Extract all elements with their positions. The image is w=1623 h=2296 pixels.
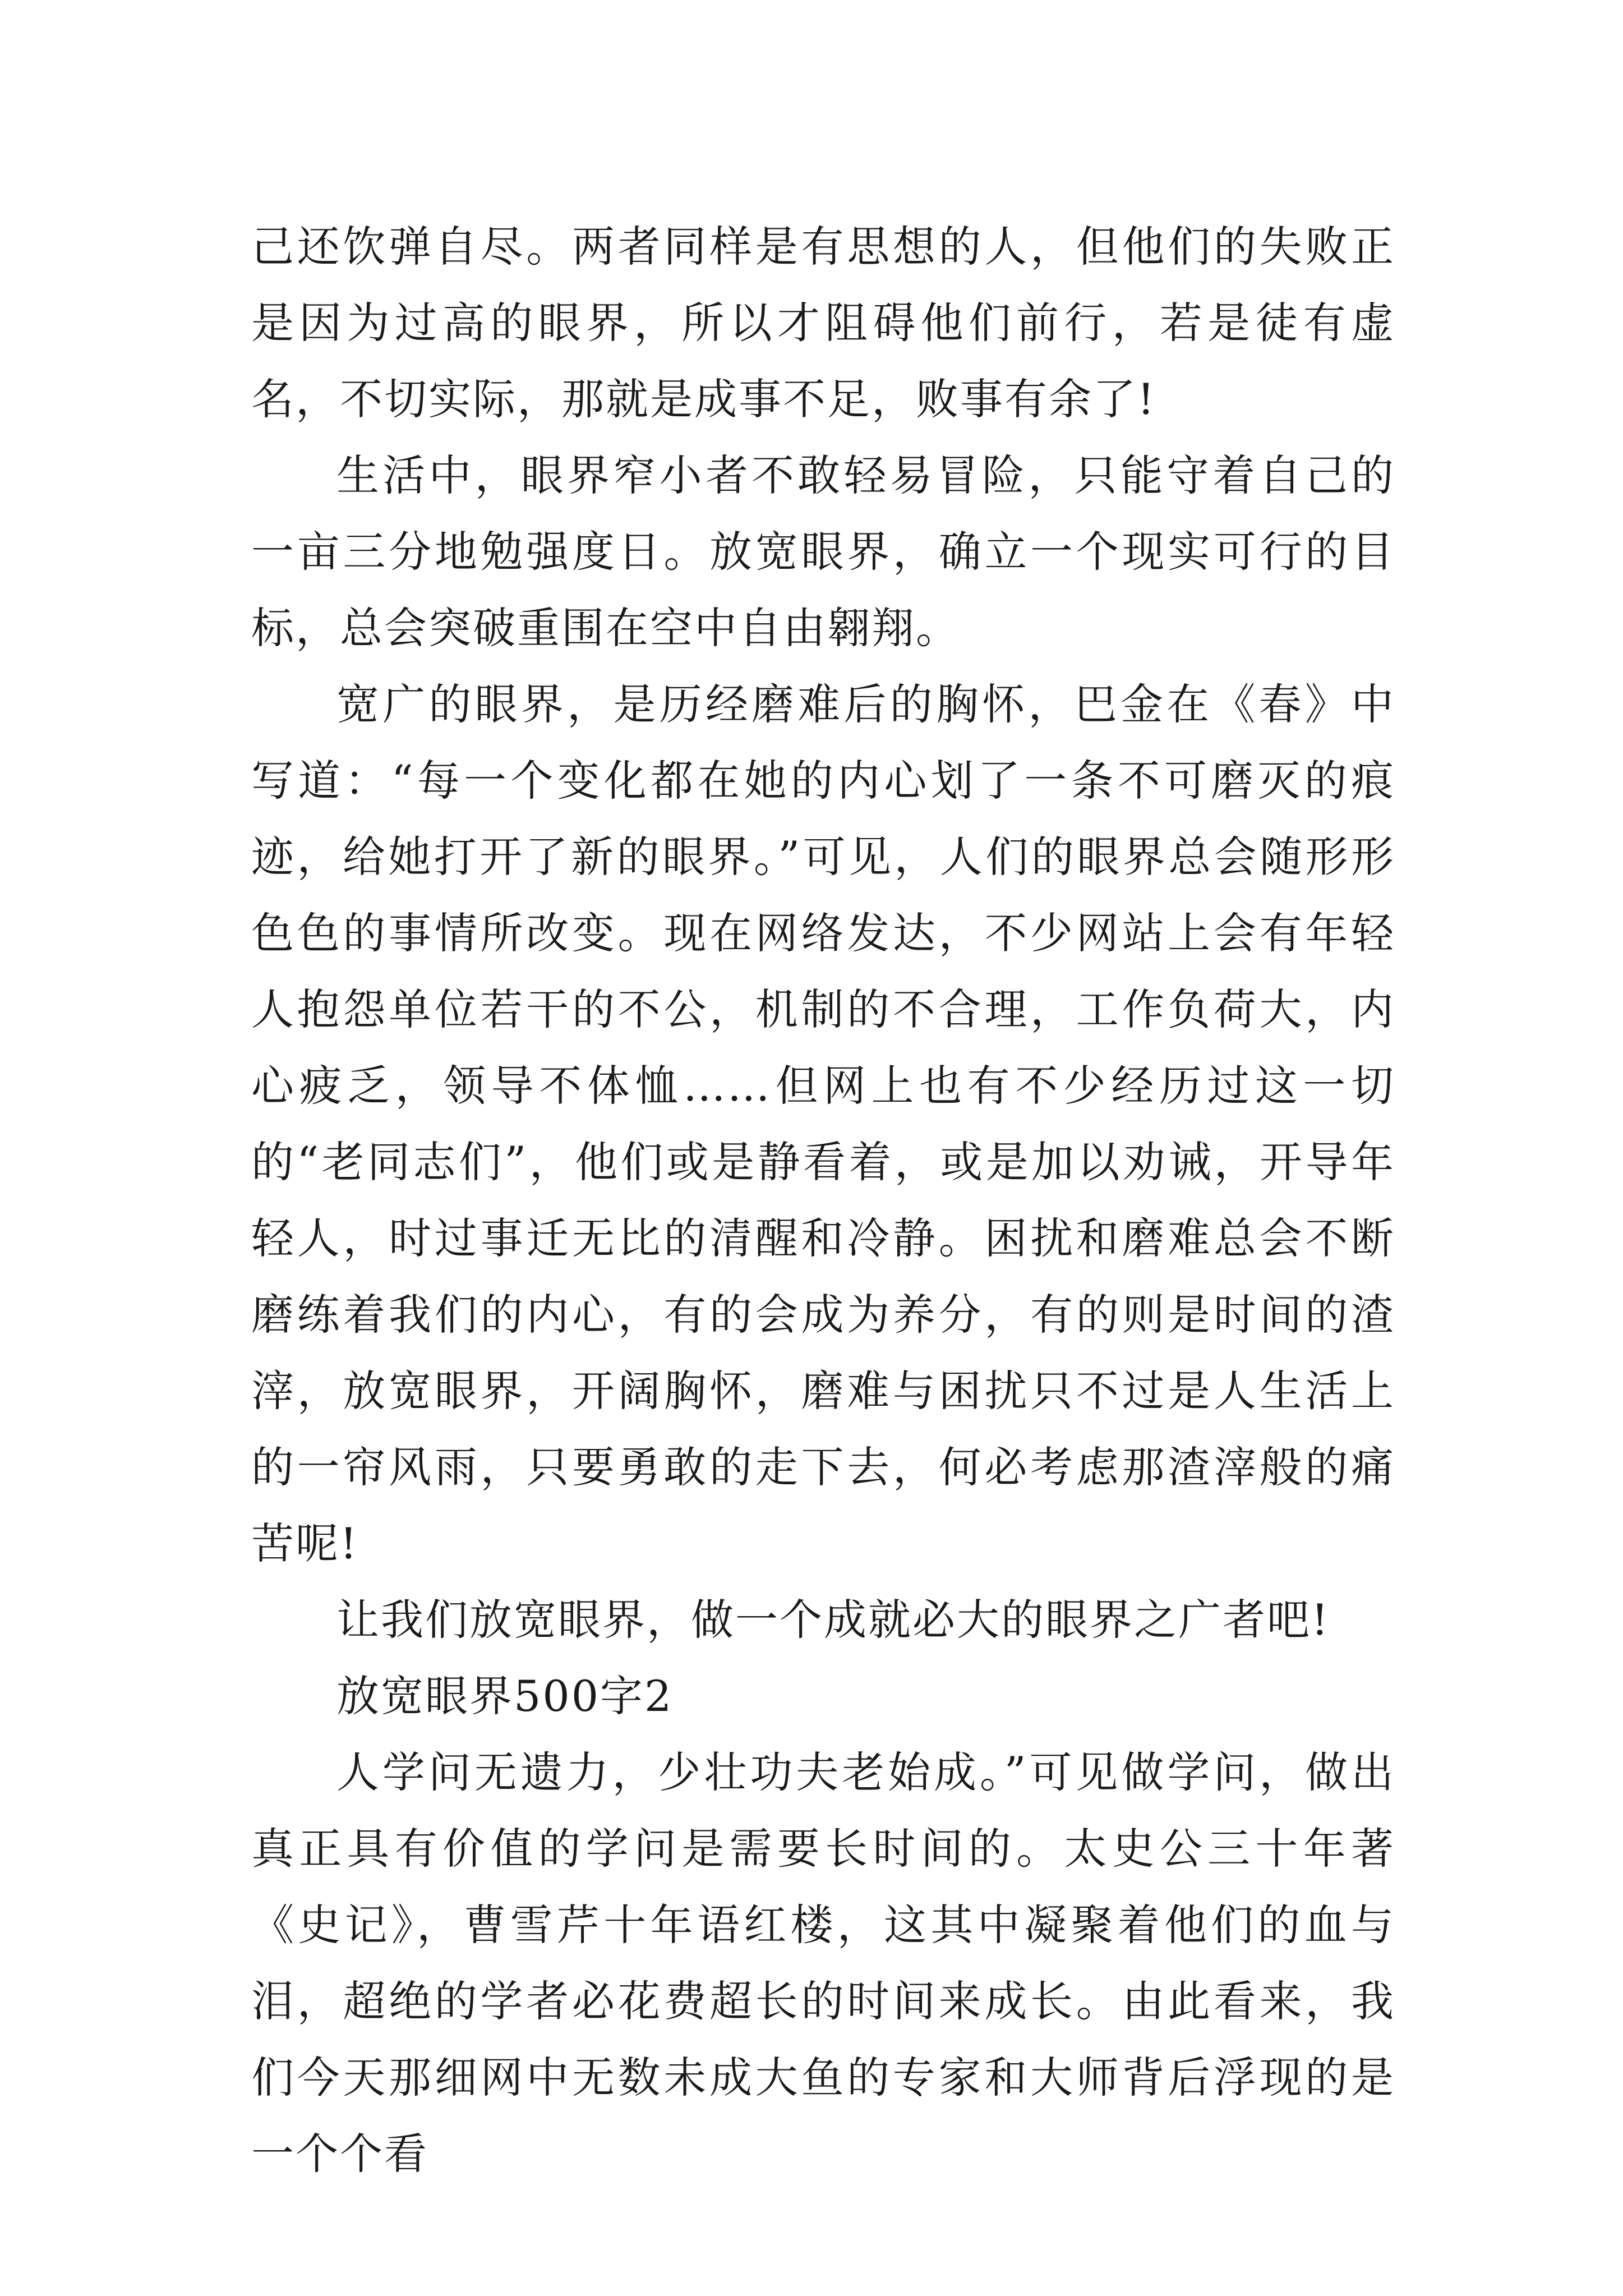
paragraph-narrow-vision: 生活中，眼界窄小者不敢轻易冒险，只能守着自己的一亩三分地勉强度日。放宽眼界，确立一个现实可行的目标，总会突破重围在空中自由翱翔。 xyxy=(251,450,1395,653)
section-heading: 放宽眼界500字2 xyxy=(336,1671,674,1721)
paragraph-continuation: 己还饮弹自尽。两者同样是有思想的人，但他们的失败正是因为过高的眼界，所以才阻碍他们前行，若是徒有虚名，不切实际，那就是成事不足，败事有余了! xyxy=(251,222,1395,424)
paragraph-broad-vision: 宽广的眼界，是历经磨难后的胸怀，巴金在《春》中写道：“每一个变化都在她的内心划了一条不可磨灭的痕迹，给她打开了新的眼界。”可见，人们的眼界总会随形形色色的事情所改变。现在网络发达，不少网站上会有年轻人抱怨单位若干的不公，机制的不合理，工作负荷大，内心疲乏，领导不体恤……但网上也有不少经历过这一切的“老同志们”，他们或是静看着，或是加以劝诫，开导年轻人，时过事迁无比的清醒和冷静。困扰和磨难总会不断磨练着我们的内心，有的会成为养分，有的则是时间的渣滓，放宽眼界，开阔胸怀，磨难与困扰只不过是人生活上的一帘风雨，只要勇敢的走下去，何必考虑那渣滓般的痛苦呢! xyxy=(251,679,1395,1568)
paragraph-scholarship: 人学问无遗力，少壮功夫老始成。”可见做学问，做出真正具有价值的学问是需要长时间的。太史公三十年著《史记》，曹雪芹十年语红楼，这其中凝聚着他们的血与泪，超绝的学者必花费超长的时间来成长。由此看来，我们今天那细网中无数未成大鱼的专家和大师背后浮现的是一个个看 xyxy=(251,1747,1395,2179)
paragraph-conclusion: 让我们放宽眼界，做一个成就必大的眼界之广者吧! xyxy=(336,1595,1330,1645)
document-body xyxy=(251,209,1395,2192)
